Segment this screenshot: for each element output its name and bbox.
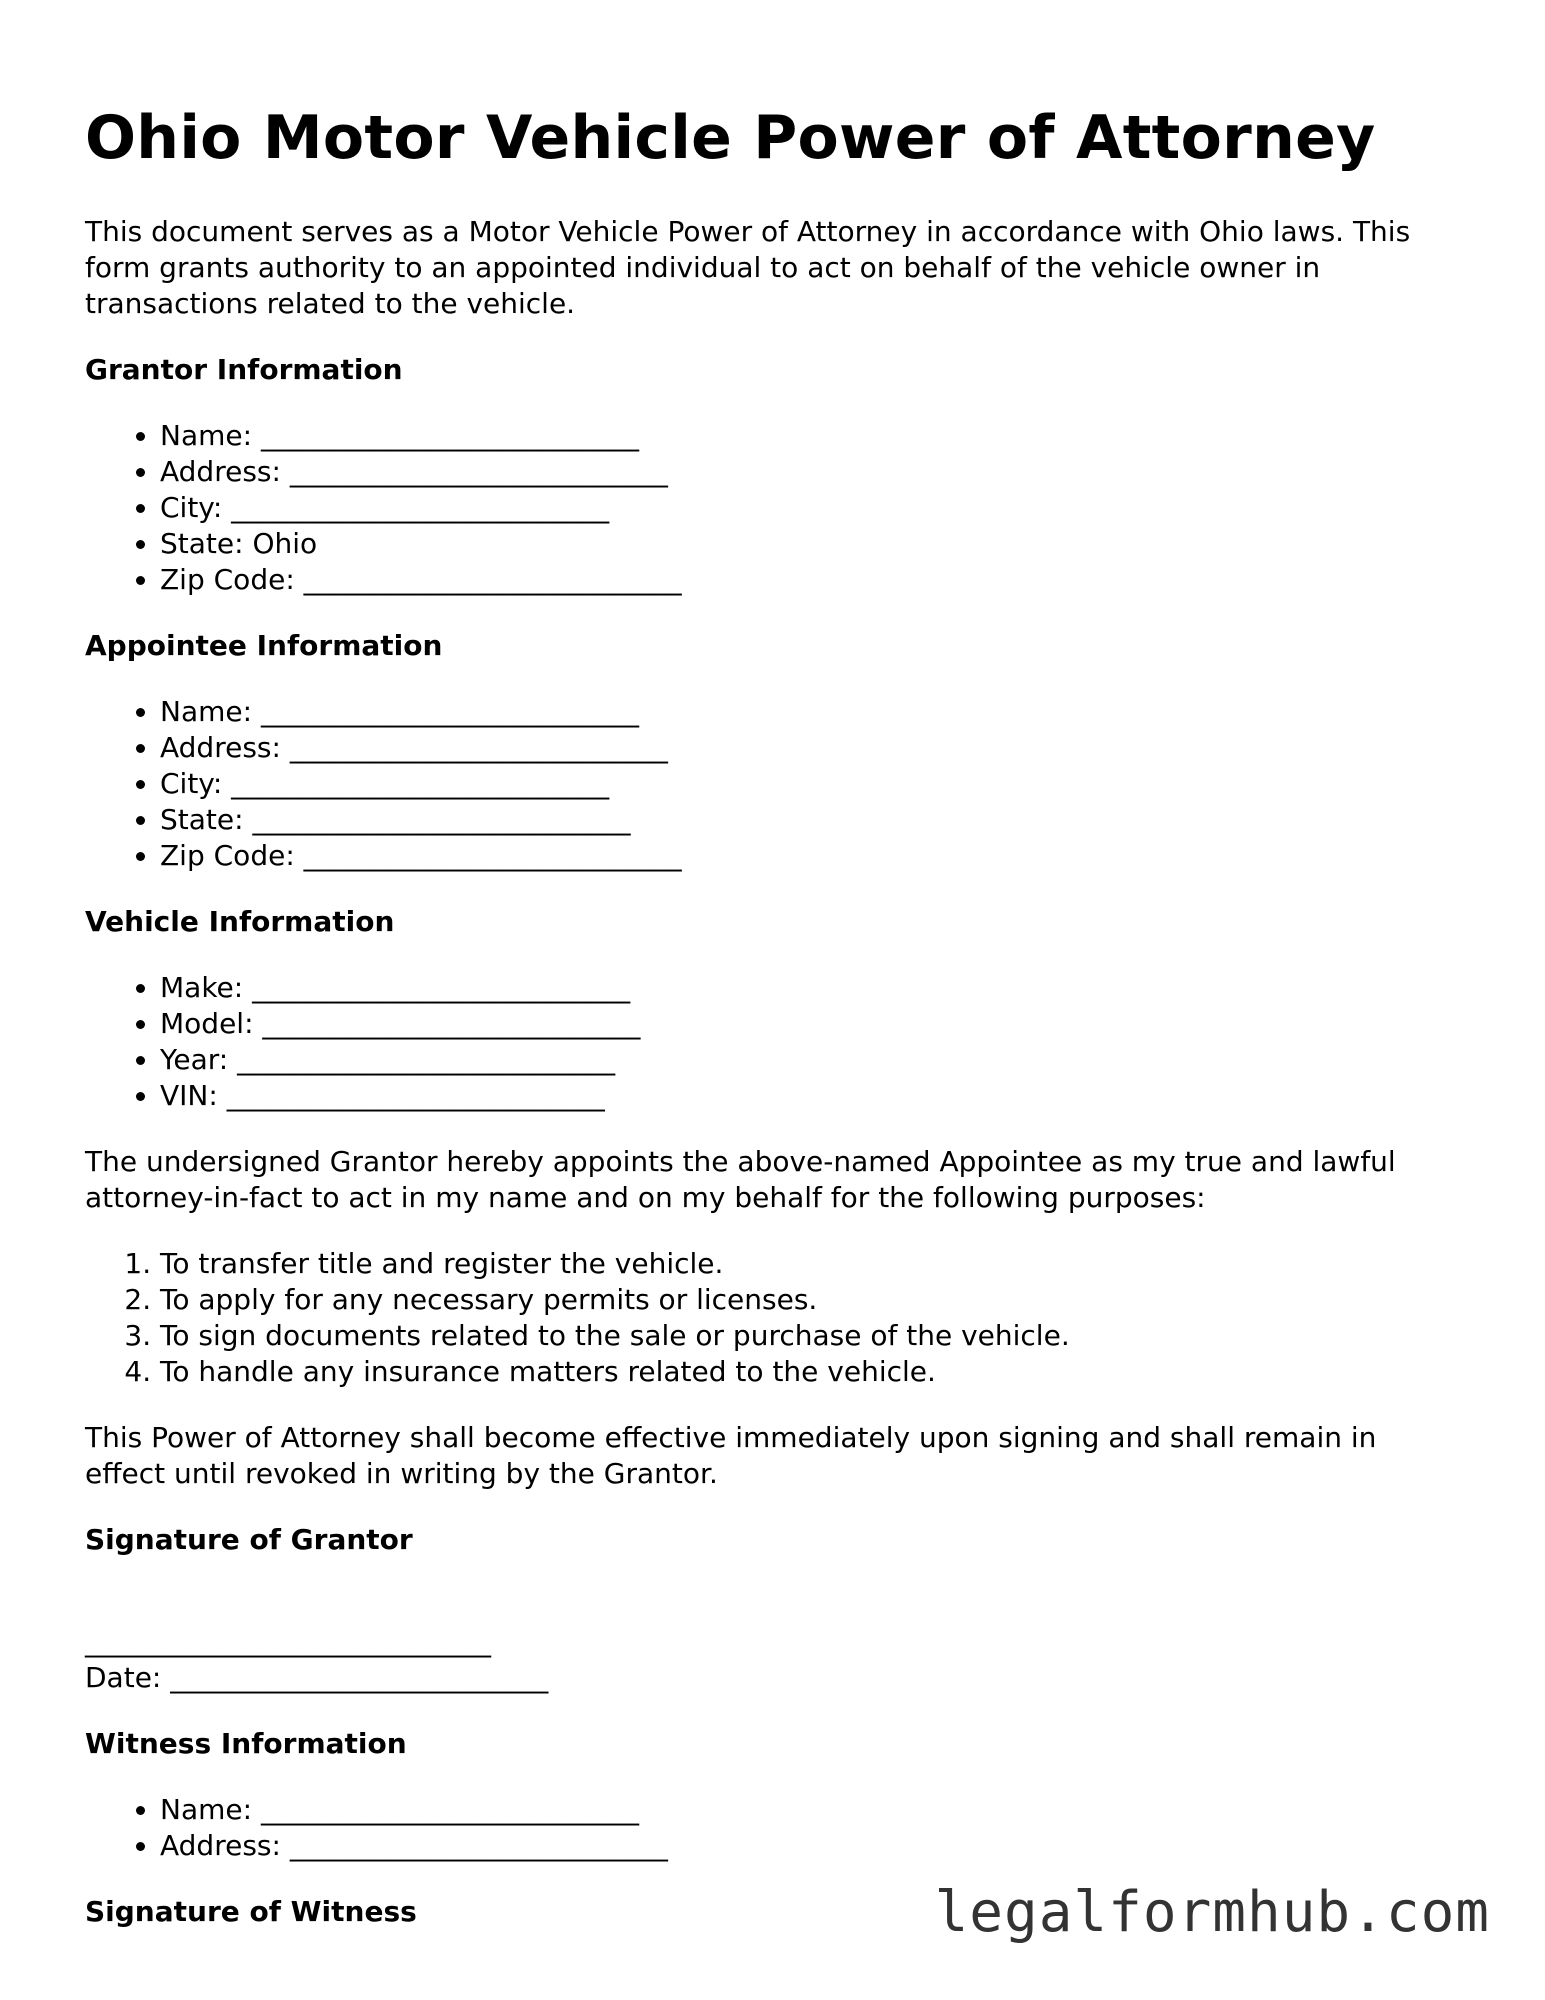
intro-paragraph: This document serves as a Motor Vehicle Power of Attorney in accordance with Ohio laws. This form grants authority to an appointed individual to act on behalf of the vehicle owner in transactions related to the vehicle. bbox=[85, 215, 1411, 320]
vehicle-heading: Vehicle Information bbox=[85, 905, 395, 938]
appointee-city-field: • City: ___________________________ bbox=[160, 766, 1465, 802]
grantor-signature-block bbox=[85, 1588, 1465, 1696]
appointee-address-field: • Address: ___________________________ bbox=[160, 730, 1465, 766]
grantor-address-field: • Address: ___________________________ bbox=[160, 454, 1465, 490]
appointee-state-field: • State: ___________________________ bbox=[160, 802, 1465, 838]
effective-paragraph: This Power of Attorney shall become effective immediately upon signing and shall remain in effect until revoked in writing by the Grantor. bbox=[85, 1421, 1377, 1490]
witness-signature-heading: Signature of Witness bbox=[85, 1895, 417, 1928]
grantor-signature-line: _____________________________ bbox=[85, 1625, 491, 1658]
grantor-heading: Grantor Information bbox=[85, 353, 403, 386]
vehicle-vin-field: • VIN: ___________________________ bbox=[160, 1078, 1465, 1114]
vehicle-make-field: • Make: ___________________________ bbox=[160, 970, 1465, 1006]
purpose-item: 4. To handle any insurance matters related to the vehicle. bbox=[160, 1354, 1465, 1390]
appointee-heading: Appointee Information bbox=[85, 629, 443, 662]
signature-spacer bbox=[85, 1588, 1465, 1624]
appointee-zip-field: • Zip Code: ___________________________ bbox=[160, 838, 1465, 874]
grantor-signature-heading: Signature of Grantor bbox=[85, 1523, 413, 1556]
document-page bbox=[85, 100, 1465, 1960]
grantor-city-field: • City: ___________________________ bbox=[160, 490, 1465, 526]
purpose-item: 2. To apply for any necessary permits or licenses. bbox=[160, 1282, 1465, 1318]
witness-address-field: • Address: ___________________________ bbox=[160, 1828, 1465, 1864]
grantor-zip-field: • Zip Code: ___________________________ bbox=[160, 562, 1465, 598]
witness-list bbox=[85, 1792, 1465, 1864]
watermark-text: legalformhub.com bbox=[934, 1880, 1490, 1945]
vehicle-year-field: • Year: ___________________________ bbox=[160, 1042, 1465, 1078]
witness-name-field: • Name: ___________________________ bbox=[160, 1792, 1465, 1828]
appointee-list bbox=[85, 694, 1465, 874]
purpose-item: 1. To transfer title and register the vehicle. bbox=[160, 1246, 1465, 1282]
grantor-state-field: • State: Ohio bbox=[160, 526, 1465, 562]
appointee-name-field: • Name: ___________________________ bbox=[160, 694, 1465, 730]
vehicle-model-field: • Model: ___________________________ bbox=[160, 1006, 1465, 1042]
document-title: Ohio Motor Vehicle Power of Attorney bbox=[85, 103, 1376, 173]
grantor-list bbox=[85, 418, 1465, 598]
appointment-paragraph: The undersigned Grantor hereby appoints the above-named Appointee as my true and lawful attorney-in-fact to act in my name and on my behalf for the following purposes: bbox=[85, 1145, 1396, 1214]
purpose-item: 3. To sign documents related to the sale or purchase of the vehicle. bbox=[160, 1318, 1465, 1354]
grantor-date-line: Date: ___________________________ bbox=[85, 1661, 549, 1694]
purposes-list bbox=[85, 1246, 1465, 1390]
vehicle-list bbox=[85, 970, 1465, 1114]
grantor-name-field: • Name: ___________________________ bbox=[160, 418, 1465, 454]
witness-heading: Witness Information bbox=[85, 1727, 407, 1760]
